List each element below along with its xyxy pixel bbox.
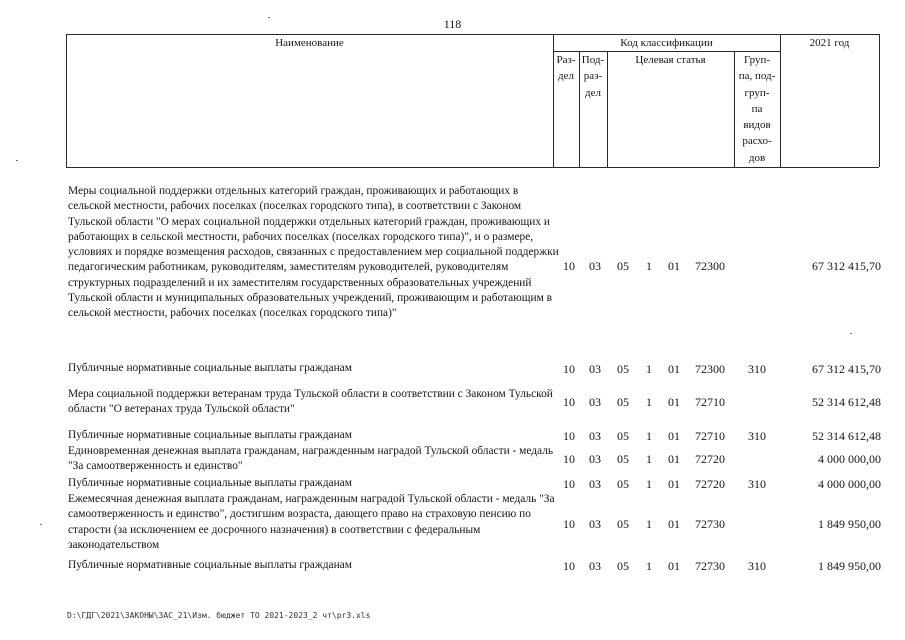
row-target-subprogram: 1 bbox=[646, 477, 652, 491]
row-target-event: 01 bbox=[668, 559, 680, 573]
row-name: Единовременная денежная выплата гражданам, награжденным наградой Тульской области - медаль "За самоотверженность и единство" bbox=[68, 445, 554, 473]
row-target-subprogram: 1 bbox=[646, 429, 652, 443]
row-target-direction: 72300 bbox=[695, 259, 725, 273]
row-razdel: 10 bbox=[563, 259, 575, 273]
page-number: 118 bbox=[443, 17, 462, 31]
row-razdel: 10 bbox=[563, 362, 575, 376]
row-target-program: 05 bbox=[617, 259, 629, 273]
row-podrazdel: 03 bbox=[589, 362, 601, 376]
row-target-program: 05 bbox=[617, 559, 629, 573]
row-amount: 52 314 612,48 bbox=[812, 429, 881, 443]
row-target-event: 01 bbox=[668, 362, 680, 376]
row-group: 310 bbox=[748, 477, 766, 491]
row-group: 310 bbox=[748, 362, 766, 376]
row-group: 310 bbox=[748, 559, 766, 573]
row-target-direction: 72720 bbox=[695, 477, 725, 491]
row-target-subprogram: 1 bbox=[646, 559, 652, 573]
row-target-program: 05 bbox=[617, 477, 629, 491]
row-razdel: 10 bbox=[563, 517, 575, 531]
scan-speck bbox=[850, 333, 852, 334]
row-target-subprogram: 1 bbox=[646, 259, 652, 273]
row-amount: 1 849 950,00 bbox=[818, 517, 881, 531]
row-target-program: 05 bbox=[617, 429, 629, 443]
row-group: 310 bbox=[748, 429, 766, 443]
row-amount: 4 000 000,00 bbox=[818, 477, 881, 491]
row-podrazdel: 03 bbox=[589, 517, 601, 531]
row-target-program: 05 bbox=[617, 452, 629, 466]
row-target-event: 01 bbox=[668, 452, 680, 466]
header-name: Наименование bbox=[275, 37, 344, 49]
row-target-subprogram: 1 bbox=[646, 395, 652, 409]
row-name: Публичные нормативные социальные выплаты гражданам bbox=[68, 429, 352, 441]
scan-speck bbox=[16, 160, 18, 161]
row-target-event: 01 bbox=[668, 429, 680, 443]
row-razdel: 10 bbox=[563, 477, 575, 491]
row-target-subprogram: 1 bbox=[646, 362, 652, 376]
row-target-program: 05 bbox=[617, 517, 629, 531]
row-podrazdel: 03 bbox=[589, 259, 601, 273]
row-name: Меры социальной поддержки отдельных категорий граждан, проживающих и работающих в сельской местности, рабочих поселках (поселках городского типа), в соответствии с Законом Тульской области "О мерах социальной поддержки отдельных категорий граждан, проживающих и работающих в сельской местности, рабочих поселках (поселках городского типа)", и о размере, условиях и порядке возмещения расходов, связанных с предоставлением мер социальной поддержки педагогическим работникам, руководителям, заместителям руководителей, руководителям структурных подразделений и их заместителям государственных образовательных учреждений Тульской области и муниципальных образовательных учреждений, проживающим и работающим в сельской местности, рабочих поселках (поселках городского типа)" bbox=[68, 185, 559, 320]
row-podrazdel: 03 bbox=[589, 452, 601, 466]
row-target-subprogram: 1 bbox=[646, 452, 652, 466]
header-podrazdel: Под- раз- дел bbox=[581, 54, 605, 99]
row-target-event: 01 bbox=[668, 259, 680, 273]
row-name: Публичные нормативные социальные выплаты гражданам bbox=[68, 362, 352, 374]
row-target-program: 05 bbox=[617, 362, 629, 376]
row-target-event: 01 bbox=[668, 517, 680, 531]
row-target-event: 01 bbox=[668, 477, 680, 491]
row-amount: 52 314 612,48 bbox=[812, 395, 881, 409]
row-razdel: 10 bbox=[563, 559, 575, 573]
row-amount: 67 312 415,70 bbox=[812, 259, 881, 273]
row-target-program: 05 bbox=[617, 395, 629, 409]
row-podrazdel: 03 bbox=[589, 429, 601, 443]
header-group: Груп- па, под- груп- па видов расхо- дов bbox=[738, 54, 776, 164]
row-podrazdel: 03 bbox=[589, 559, 601, 573]
row-name: Публичные нормативные социальные выплаты гражданам bbox=[68, 477, 352, 489]
row-amount: 4 000 000,00 bbox=[818, 452, 881, 466]
row-target-subprogram: 1 bbox=[646, 517, 652, 531]
row-target-event: 01 bbox=[668, 395, 680, 409]
row-razdel: 10 bbox=[563, 395, 575, 409]
row-razdel: 10 bbox=[563, 429, 575, 443]
row-name: Ежемесячная денежная выплата гражданам, награжденным наградой Тульской области - медаль "За самоотверженность и единство", достигшим возраста, дающего право на страховую пенсию по старости (за исключением ее досрочного назначения) в соответствии с федеральным законодательством bbox=[68, 493, 555, 551]
header-classification: Код классификации bbox=[620, 37, 713, 49]
row-target-direction: 72720 bbox=[695, 452, 725, 466]
row-target-direction: 72300 bbox=[695, 362, 725, 376]
row-amount: 67 312 415,70 bbox=[812, 362, 881, 376]
row-target-direction: 72730 bbox=[695, 559, 725, 573]
file-path-footer: D:\ГДГ\2021\ЗАКОНЫ\ЗАС_21\Изм. бюджет ТО 2021-2023_2 чт\pr3.xls bbox=[67, 611, 371, 620]
row-name: Публичные нормативные социальные выплаты гражданам bbox=[68, 559, 352, 571]
row-name: Мера социальной поддержки ветеранам труда Тульской области в соответствии с Законом Тульской области "О ветеранах труда Тульской области" bbox=[68, 388, 553, 416]
header-year: 2021 год bbox=[809, 37, 850, 49]
row-podrazdel: 03 bbox=[589, 395, 601, 409]
scan-speck bbox=[40, 524, 42, 525]
row-razdel: 10 bbox=[563, 452, 575, 466]
scan-speck bbox=[268, 17, 270, 18]
row-podrazdel: 03 bbox=[589, 477, 601, 491]
row-target-direction: 72710 bbox=[695, 429, 725, 443]
row-amount: 1 849 950,00 bbox=[818, 559, 881, 573]
row-target-direction: 72730 bbox=[695, 517, 725, 531]
header-razdel: Раз- дел bbox=[556, 54, 576, 83]
header-target: Целевая статья bbox=[635, 54, 706, 66]
row-target-direction: 72710 bbox=[695, 395, 725, 409]
